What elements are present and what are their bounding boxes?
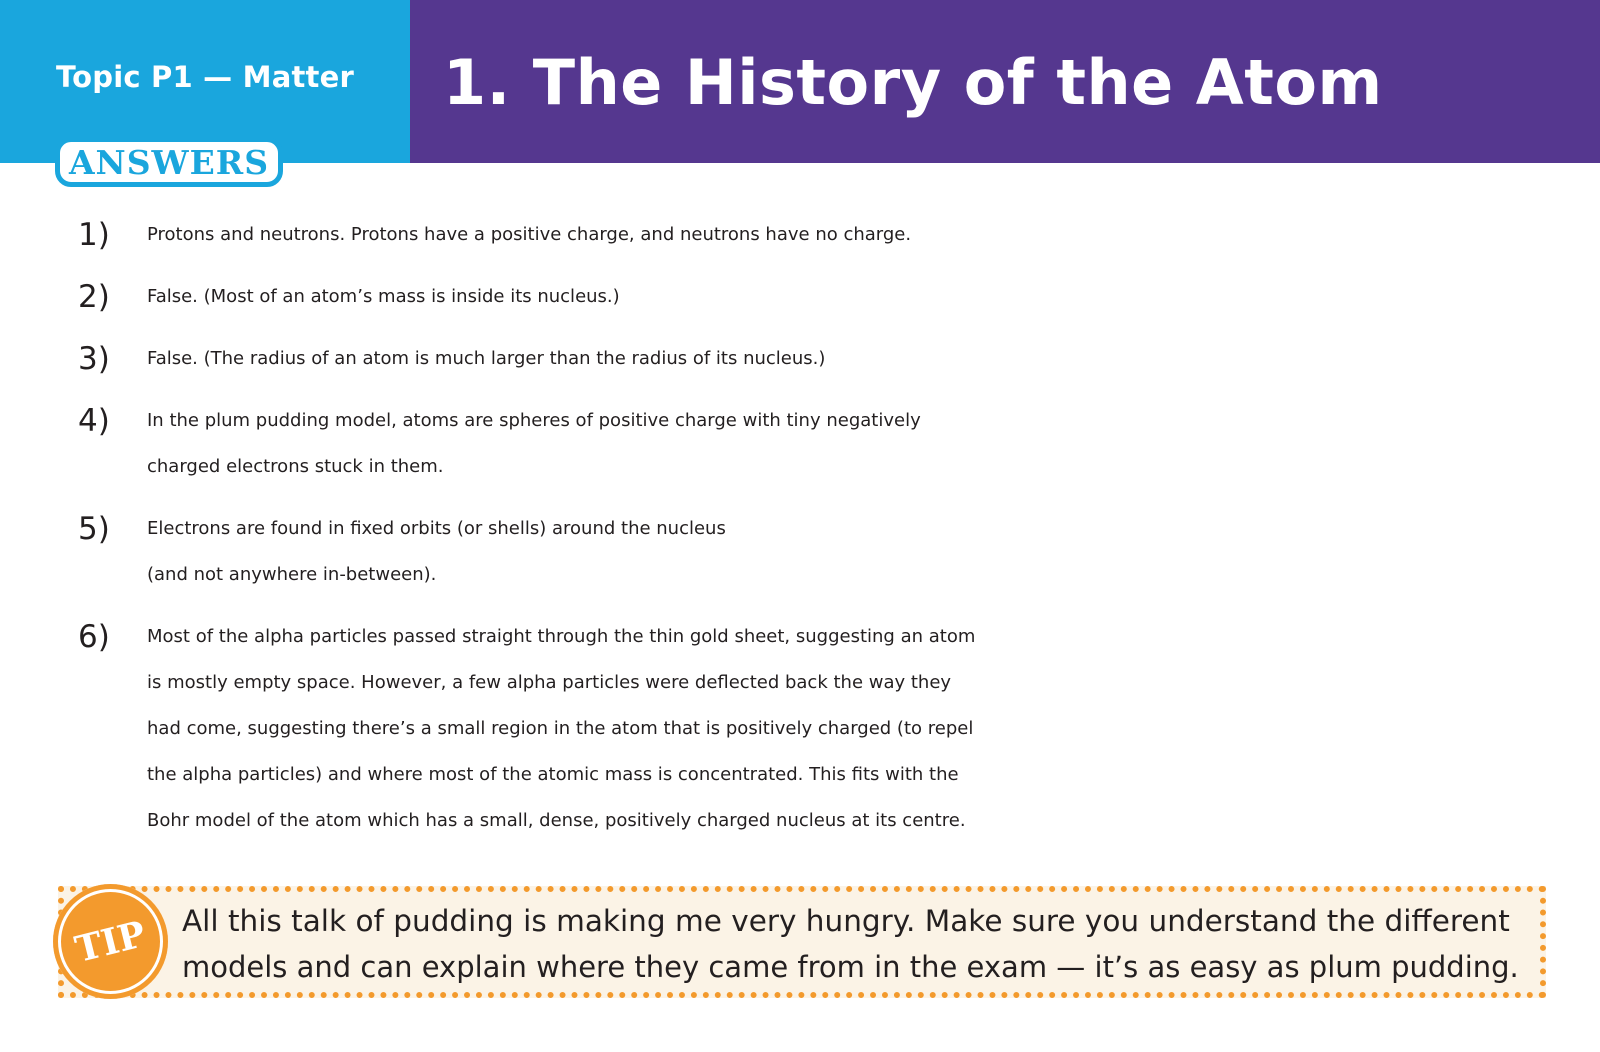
- answer-number: 4): [78, 403, 110, 439]
- answer-line: had come, suggesting there’s a small region in the atom that is positively charged (to repel: [147, 718, 974, 739]
- answer-number: 6): [78, 619, 110, 655]
- tip-text: [182, 898, 1522, 990]
- answer-item: [78, 398, 1548, 490]
- page-title: 1. The History of the Atom: [443, 46, 1383, 119]
- answer-list: [78, 212, 1548, 860]
- tip-label: TIP: [71, 912, 150, 971]
- tip-badge: [53, 884, 168, 999]
- tip-line: All this talk of pudding is making me very hungry. Make sure you understand the different: [182, 904, 1510, 938]
- answer-line: Protons and neutrons. Protons have a positive charge, and neutrons have no charge.: [147, 224, 912, 245]
- answer-line: False. (Most of an atom’s mass is inside its nucleus.): [147, 286, 620, 307]
- answer-line: charged electrons stuck in them.: [147, 456, 444, 477]
- answer-item: [78, 336, 1548, 382]
- answer-text: [147, 274, 1548, 320]
- answer-line: False. (The radius of an atom is much larger than the radius of its nucleus.): [147, 348, 826, 369]
- answers-badge: ANSWERS: [55, 137, 283, 187]
- answer-line: Most of the alpha particles passed straight through the thin gold sheet, suggesting an atom: [147, 626, 976, 647]
- topic-label: Topic P1 — Matter: [56, 60, 354, 94]
- answer-line: (and not anywhere in-between).: [147, 564, 437, 585]
- answer-item: [78, 614, 1548, 844]
- answer-text: [147, 398, 1548, 490]
- answer-text: [147, 336, 1548, 382]
- answer-number: 3): [78, 341, 110, 377]
- answer-line: Bohr model of the atom which has a small, dense, positively charged nucleus at its centre.: [147, 810, 966, 831]
- answer-text: [147, 212, 1548, 258]
- answer-item: [78, 274, 1548, 320]
- tip-line: models and can explain where they came from in the exam — it’s as easy as plum pudding.: [182, 950, 1519, 984]
- answer-line: the alpha particles) and where most of the atomic mass is concentrated. This fits with the: [147, 764, 959, 785]
- answer-line: Electrons are found in fixed orbits (or shells) around the nucleus: [147, 518, 726, 539]
- answer-item: [78, 506, 1548, 598]
- answer-text: [147, 614, 1548, 844]
- answer-item: [78, 212, 1548, 258]
- answer-line: In the plum pudding model, atoms are spheres of positive charge with tiny negatively: [147, 410, 921, 431]
- answer-number: 5): [78, 511, 110, 547]
- answer-number: 1): [78, 217, 110, 253]
- answer-line: is mostly empty space. However, a few alpha particles were deflected back the way they: [147, 672, 952, 693]
- answer-text: [147, 506, 1548, 598]
- answer-number: 2): [78, 279, 110, 315]
